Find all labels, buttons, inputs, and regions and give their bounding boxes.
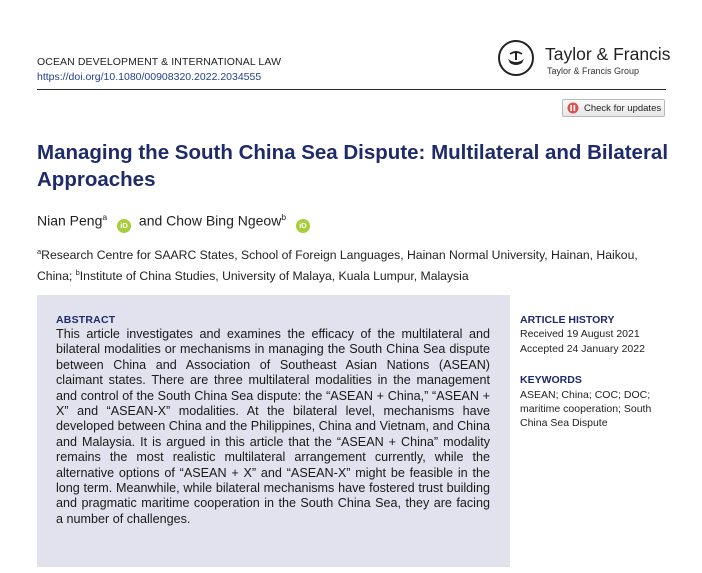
orcid-icon[interactable]: iD	[117, 219, 131, 233]
keywords-list: ASEAN; China; COC; DOC; maritime cooperation; South China Sea Dispute	[520, 389, 652, 430]
doi-link[interactable]: https://doi.org/10.1080/00908320.2022.2034555	[37, 71, 262, 83]
keywords-heading: KEYWORDS	[520, 374, 582, 386]
author-list	[37, 212, 314, 233]
abstract-text: This article investigates and examines the efficacy of the multilateral and bilateral modalities or mechanisms in managing the South China Sea dispute between China and Association of Southeast Asian Nations (ASEAN) claimant states. There are three multilateral modalities in the management and control of the South China Sea dispute: the “ASEAN + China,” “ASEAN + X” and “ASEAN-X” modalities. At the bilateral level, mechanisms have developed between China and the Philippines, China and Vietnam, and China and Malaysia. It is argued in this article that the “ASEAN + China” modality remains the most realistic multilateral arrangement currently, while the alternative options of “ASEAN + X” and “ASEAN-X” might be feasible in the long term. Meanwhile, while bilateral mechanisms have fostered trust building and pragmatic maritime cooperation in the South China Sea, they are facing a number of challenges.	[56, 327, 490, 526]
author-affiliation-marker: b	[281, 212, 287, 222]
affiliation-text: Research Centre for SAARC States, School of Foreign Languages, Hainan Normal University, Hainan, Haikou, China;	[37, 248, 638, 284]
check-updates-icon	[567, 102, 579, 114]
accepted-date: Accepted 24 January 2022	[520, 343, 645, 355]
received-date: Received 19 August 2021	[520, 328, 640, 340]
author-name[interactable]: Nian Peng	[37, 212, 103, 229]
publisher-group: Taylor & Francis Group	[547, 66, 640, 76]
affiliation-text: Institute of China Studies, University of Malaya, Kuala Lumpur, Malaysia	[79, 269, 469, 284]
affiliation-marker: a	[37, 247, 42, 256]
affiliation-marker: b	[75, 268, 80, 278]
abstract-heading: ABSTRACT	[56, 314, 116, 326]
check-for-updates-button[interactable]	[562, 99, 665, 117]
journal-name: OCEAN DEVELOPMENT & INTERNATIONAL LAW	[37, 56, 282, 68]
publisher-brand: Taylor & Francis	[545, 44, 671, 64]
orcid-icon[interactable]: iD	[296, 219, 310, 233]
publisher-logo-icon	[498, 40, 534, 76]
header-rule	[37, 89, 666, 90]
author-joiner: and	[138, 212, 163, 229]
article-history-heading: ARTICLE HISTORY	[520, 314, 615, 326]
check-for-updates-label: Check for updates	[584, 102, 662, 114]
affiliations	[37, 243, 667, 285]
article-title: Managing the South China Sea Dispute: Multilateral and Bilateral Approaches	[37, 141, 669, 191]
author-name[interactable]: Chow Bing Ngeow	[166, 212, 282, 229]
author-affiliation-marker: a	[102, 212, 108, 222]
